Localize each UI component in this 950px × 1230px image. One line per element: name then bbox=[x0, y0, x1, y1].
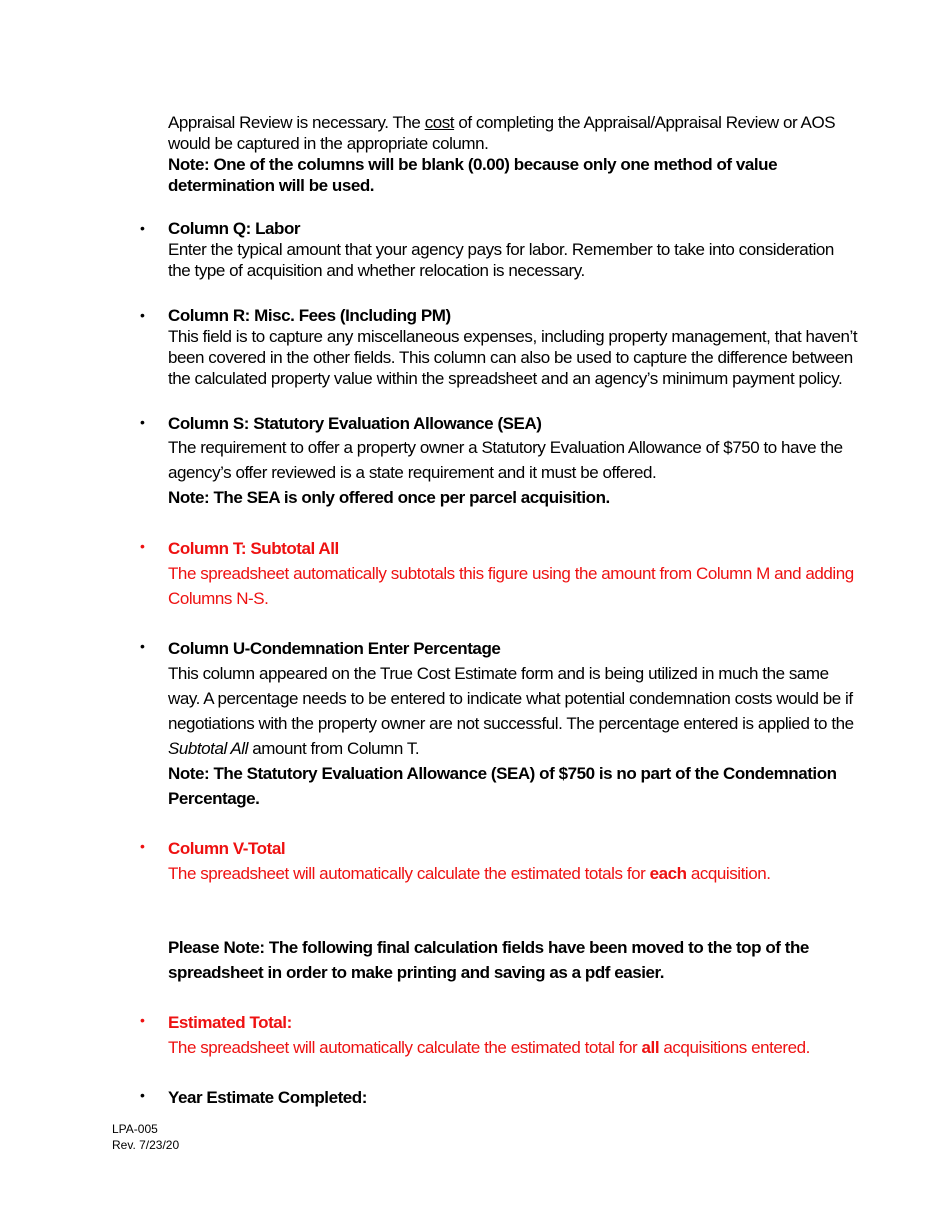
intro-cost-word: cost bbox=[424, 113, 455, 132]
year-completed-title: Year Estimate Completed: bbox=[168, 1088, 367, 1107]
column-s-title: Column S: Statutory Evaluation Allowance (SEA) bbox=[168, 414, 542, 433]
column-v-title: Column V-Total bbox=[168, 839, 286, 858]
bullet-icon: • bbox=[140, 307, 145, 323]
column-t-title: Column T: Subtotal All bbox=[168, 539, 339, 558]
list-item-column-q bbox=[140, 218, 858, 281]
page-footer bbox=[112, 1121, 179, 1153]
each-bold: each bbox=[649, 864, 687, 883]
estimated-total-title: Estimated Total: bbox=[168, 1013, 292, 1032]
column-r-title: Column R: Misc. Fees (Including PM) bbox=[168, 306, 451, 325]
column-r-text: This field is to capture any miscellaneous expenses, including property management, that haven’t been covered in the other fields. This column can also be used to capture the difference between the calculated property value within the spreadsheet and an agency’s minimum payment policy. bbox=[168, 327, 858, 388]
list-item-column-s bbox=[140, 412, 858, 510]
list-item-year-completed bbox=[140, 1085, 858, 1110]
intro-line1-post: of completing the Appraisal/Appraisal Review or AOS bbox=[454, 113, 836, 132]
intro-paragraph bbox=[168, 112, 858, 196]
estimated-total-text: The spreadsheet will automatically calculate the estimated total for all acquisitions entered. bbox=[168, 1038, 810, 1057]
column-s-note: Note: The SEA is only offered once per parcel acquisition. bbox=[168, 488, 610, 507]
column-u-title: Column U-Condemnation Enter Percentage bbox=[168, 639, 501, 658]
bullet-icon: • bbox=[140, 638, 145, 654]
list-item-estimated-total bbox=[140, 1010, 858, 1060]
list-item-column-t bbox=[140, 536, 858, 611]
intro-line1-pre: Appraisal Review is necessary. The bbox=[168, 113, 425, 132]
bullet-icon: • bbox=[140, 414, 145, 430]
intro-line2: would be captured in the appropriate column. bbox=[168, 134, 489, 153]
revision-date: Rev. 7/23/20 bbox=[112, 1138, 180, 1152]
list-item-column-u bbox=[140, 636, 858, 811]
bullet-icon: • bbox=[140, 220, 145, 236]
document-body bbox=[140, 112, 858, 1110]
column-q-title: Column Q: Labor bbox=[168, 219, 301, 238]
intro-note: Note: One of the columns will be blank (0.00) because only one method of value determination will be used. bbox=[168, 155, 778, 195]
all-bold: all bbox=[641, 1038, 660, 1057]
column-u-note: Note: The Statutory Evaluation Allowance (SEA) of $750 is no part of the Condemnation Percentage. bbox=[168, 764, 837, 808]
list-item-column-r bbox=[140, 305, 858, 389]
column-q-text: Enter the typical amount that your agency pays for labor. Remember to take into consideration the type of acquisition and whether relocation is necessary. bbox=[168, 240, 834, 280]
bullet-icon: • bbox=[140, 1012, 145, 1028]
list-item-column-v bbox=[140, 836, 858, 886]
please-note-paragraph: Please Note: The following final calculation fields have been moved to the top of the spreadsheet in order to make printing and saving as a pdf easier. bbox=[168, 938, 809, 982]
bullet-icon: • bbox=[140, 538, 145, 554]
form-id: LPA-005 bbox=[112, 1122, 158, 1136]
column-v-text: The spreadsheet will automatically calculate the estimated totals for each acquisition. bbox=[168, 864, 771, 883]
column-t-text: The spreadsheet automatically subtotals this figure using the amount from Column M and adding Columns N-S. bbox=[168, 564, 854, 608]
subtotal-all-italic: Subtotal All bbox=[168, 739, 248, 758]
bullet-icon: • bbox=[140, 1087, 145, 1103]
column-u-text: This column appeared on the True Cost Estimate form and is being utilized in much the same way. A percentage needs to be entered to indicate what potential condemnation costs would be if negotiations with the property owner are not successful. The percentage entered is applied to the Subtotal All amount from Column T. bbox=[168, 664, 854, 758]
bullet-icon: • bbox=[140, 838, 145, 854]
column-s-text: The requirement to offer a property owner a Statutory Evaluation Allowance of $750 to have the agency’s offer reviewed is a state requirement and it must be offered. bbox=[168, 438, 843, 482]
